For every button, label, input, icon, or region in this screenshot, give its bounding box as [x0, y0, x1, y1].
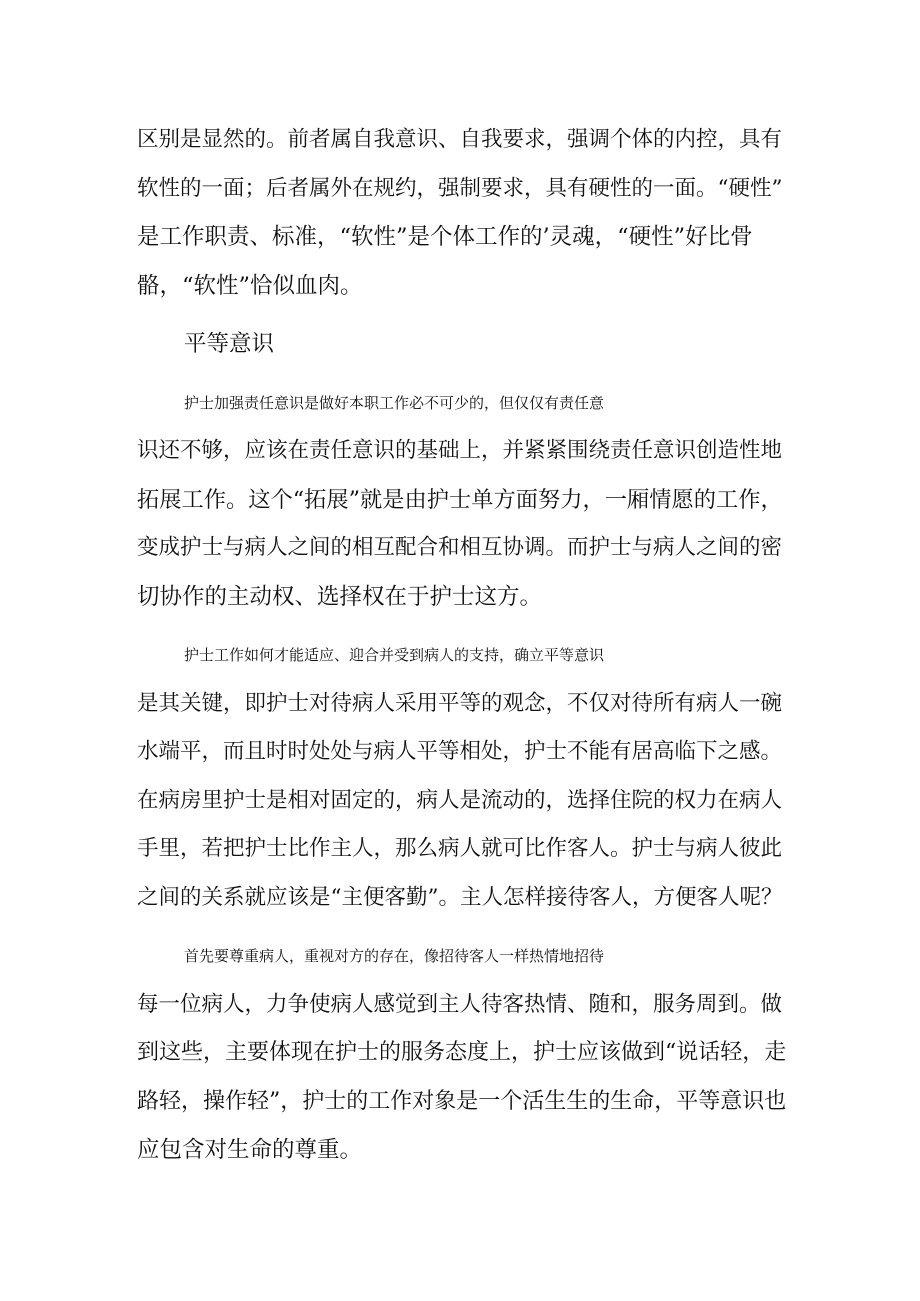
text-line: 之间的关系就应该是“主便客勤”。主人怎样接待客人，方便客人呢？	[137, 884, 783, 910]
paragraph-1	[137, 116, 787, 310]
text-line: 应包含对生命的尊重。	[137, 1137, 363, 1163]
text-line: 路轻，操作轻”，护士的工作对象是一个活生生的生命，平等意识也	[137, 1088, 787, 1114]
text-line: 护士加强责任意识是做好本职工作必不可少的，但仅仅有责任意	[184, 393, 605, 412]
text-line: 拓展工作。这个“拓展”就是由护士单方面努力，一厢情愿的工作，	[137, 486, 783, 513]
text-line: 首先要尊重病人，重视对方的存在，像招待客人一样热情地招待	[184, 947, 605, 965]
paragraph-3	[137, 631, 787, 922]
text-line: 到这些，主要体现在护士的服务态度上，护士应该做到“说话轻，走	[137, 1040, 787, 1065]
text-line: 是其关键，即护士对待病人采用平等的观念，不仅对待所有病人一碗	[137, 690, 783, 716]
text-line: 在病房里护士是相对固定的，病人是流动的，选择住院的权力在病人	[137, 787, 783, 813]
text-line: 骼，“软性”恰似血肉。	[137, 272, 363, 299]
text-line: 识还不够，应该在责任意识的基础上，并紧紧围绕责任意识创造性地	[137, 438, 783, 463]
text-line: 变成护士与病人之间的相互配合和相互协调。而护士与病人之间的密	[137, 535, 783, 560]
text-line: 区别是显然的。前者属自我意识、自我要求，强调个体的内控，具有	[137, 127, 783, 152]
document-body	[137, 116, 787, 1185]
text-line: 手里，若把护士比作主人，那么病人就可比作客人。护士与病人彼此	[137, 836, 783, 861]
text-line: 每一位病人，力争使病人感觉到主人待客热情、随和，服务周到。做	[137, 991, 783, 1017]
paragraph-4	[137, 932, 787, 1175]
text-line: 护士工作如何才能适应、迎合并受到病人的支持，确立平等意识	[184, 646, 605, 664]
paragraph-2	[137, 379, 787, 622]
text-line: 水端平，而且时时处处与病人平等相处，护士不能有居高临下之感。	[137, 739, 783, 764]
text-line: 软性的一面；后者属外在规约，强制要求，具有硬性的一面。“硬性”	[137, 175, 783, 201]
text-line: 切协作的主动权、选择权在于护士这方。	[137, 583, 543, 610]
text-line: 是工作职责、标准，“软性”是个体工作的’灵魂，“硬性”好比骨	[137, 224, 753, 250]
section-heading	[137, 320, 787, 369]
section-heading-text: 平等意识	[184, 331, 275, 357]
